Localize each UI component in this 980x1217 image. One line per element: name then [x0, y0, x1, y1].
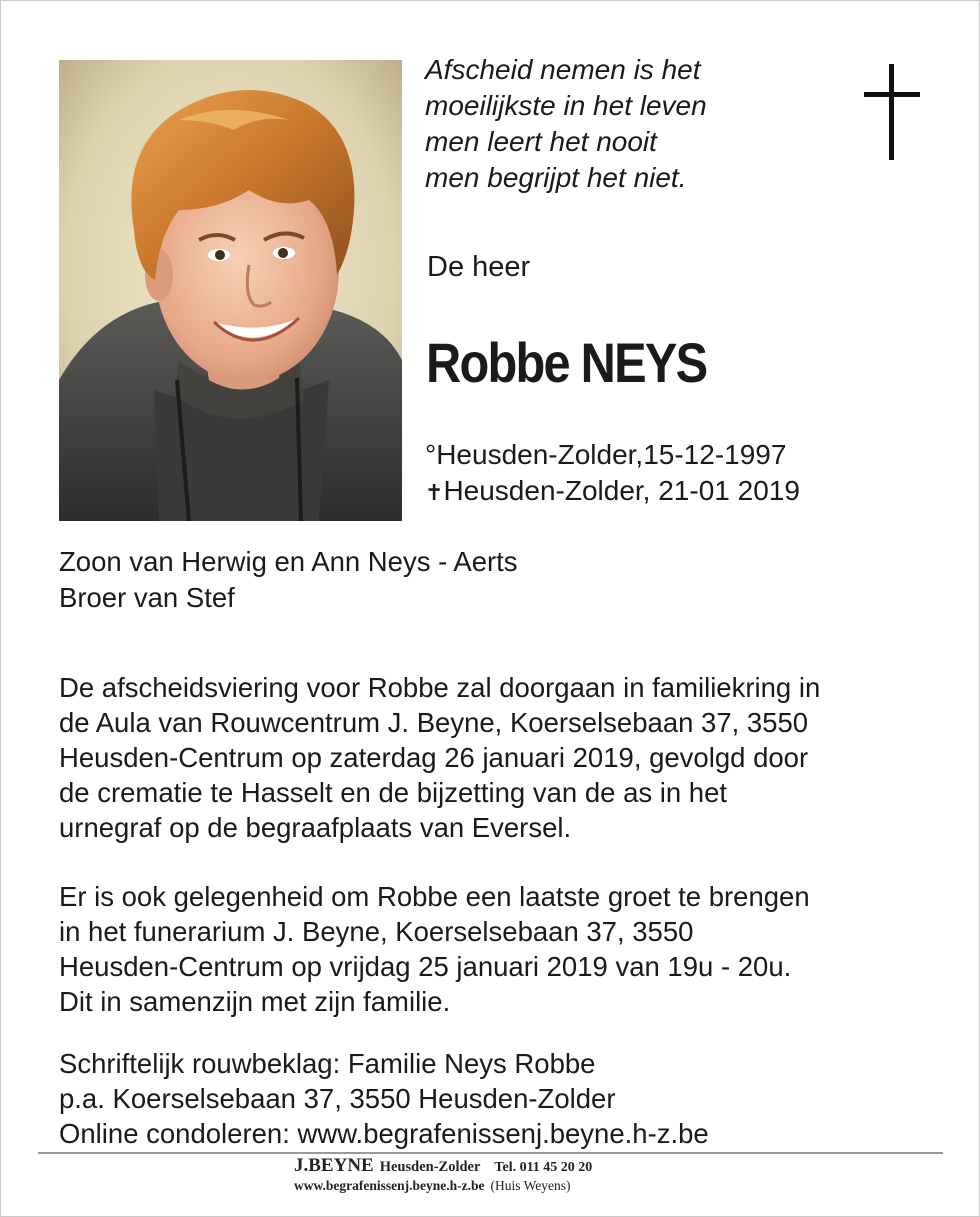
condolence-link[interactable]: Online condoleren: www.begrafenissenj.beyne.h-z.be: [59, 1118, 709, 1149]
paragraph-line: Heusden-Centrum op vrijdag 25 januari 2019 van 19u - 20u.: [59, 951, 792, 982]
footer-line-1: [294, 1157, 694, 1177]
life-dates: [425, 437, 800, 511]
paragraph-line: de Aula van Rouwcentrum J. Beyne, Koerselsebaan 37, 3550: [59, 707, 809, 738]
paragraph-line: Dit in samenzijn met zijn familie.: [59, 986, 451, 1017]
funeral-home-city: Heusden-Zolder: [379, 1159, 481, 1175]
latin-cross-icon: [860, 62, 926, 162]
funeral-home-footer: [294, 1157, 694, 1194]
footer-divider: [38, 1152, 943, 1154]
ceremony-paragraph: [59, 670, 820, 845]
poem-line: Afscheid nemen is het: [425, 54, 701, 85]
funeral-home-house: (Huis Weyens): [490, 1178, 571, 1193]
funeral-home-phone: Tel. 011 45 20 20: [494, 1160, 593, 1175]
family-line: Zoon van Herwig en Ann Neys - Aerts: [59, 546, 518, 577]
paragraph-line: p.a. Koerselsebaan 37, 3550 Heusden-Zolder: [59, 1083, 616, 1114]
paragraph-line: in het funerarium J. Beyne, Koerselsebaan 37, 3550: [59, 916, 694, 947]
poem: [425, 52, 845, 196]
paragraph-line: Er is ook gelegenheid om Robbe een laatste groet te brengen: [59, 881, 810, 912]
poem-line: men begrijpt het niet.: [425, 162, 687, 193]
deceased-name: Robbe NEYS: [426, 331, 707, 394]
poem-line: moeilijkste in het leven: [425, 90, 707, 121]
paragraph-line: de crematie te Hasselt en de bijzetting van de as in het: [59, 777, 728, 808]
portrait-photo: [59, 60, 402, 521]
poem-line: men leert het nooit: [425, 126, 657, 157]
condolences-paragraph: [59, 1046, 709, 1151]
family-relations: [59, 544, 518, 616]
honorific: De heer: [427, 251, 531, 283]
birth-line: °Heusden-Zolder,15-12-1997: [425, 439, 787, 470]
visitation-paragraph: [59, 879, 810, 1019]
funeral-home-url[interactable]: www.begrafenissenj.beyne.h-z.be: [294, 1178, 485, 1193]
paragraph-line: De afscheidsviering voor Robbe zal doorgaan in familiekring in: [59, 672, 821, 703]
death-line: [425, 473, 800, 511]
funeral-home-brand: J.BEYNE: [294, 1155, 374, 1176]
portrait-illustration: [59, 60, 402, 521]
footer-line-2: [294, 1177, 694, 1194]
death-cross-icon: ✝: [425, 480, 444, 505]
death-place-date: Heusden-Zolder, 21-01 2019: [443, 475, 800, 506]
paragraph-line: Schriftelijk rouwbeklag: Familie Neys Robbe: [59, 1048, 596, 1079]
paragraph-line: urnegraf op de begraafplaats van Eversel.: [59, 812, 572, 843]
family-line: Broer van Stef: [59, 582, 235, 613]
paragraph-line: Heusden-Centrum op zaterdag 26 januari 2019, gevolgd door: [59, 742, 809, 773]
